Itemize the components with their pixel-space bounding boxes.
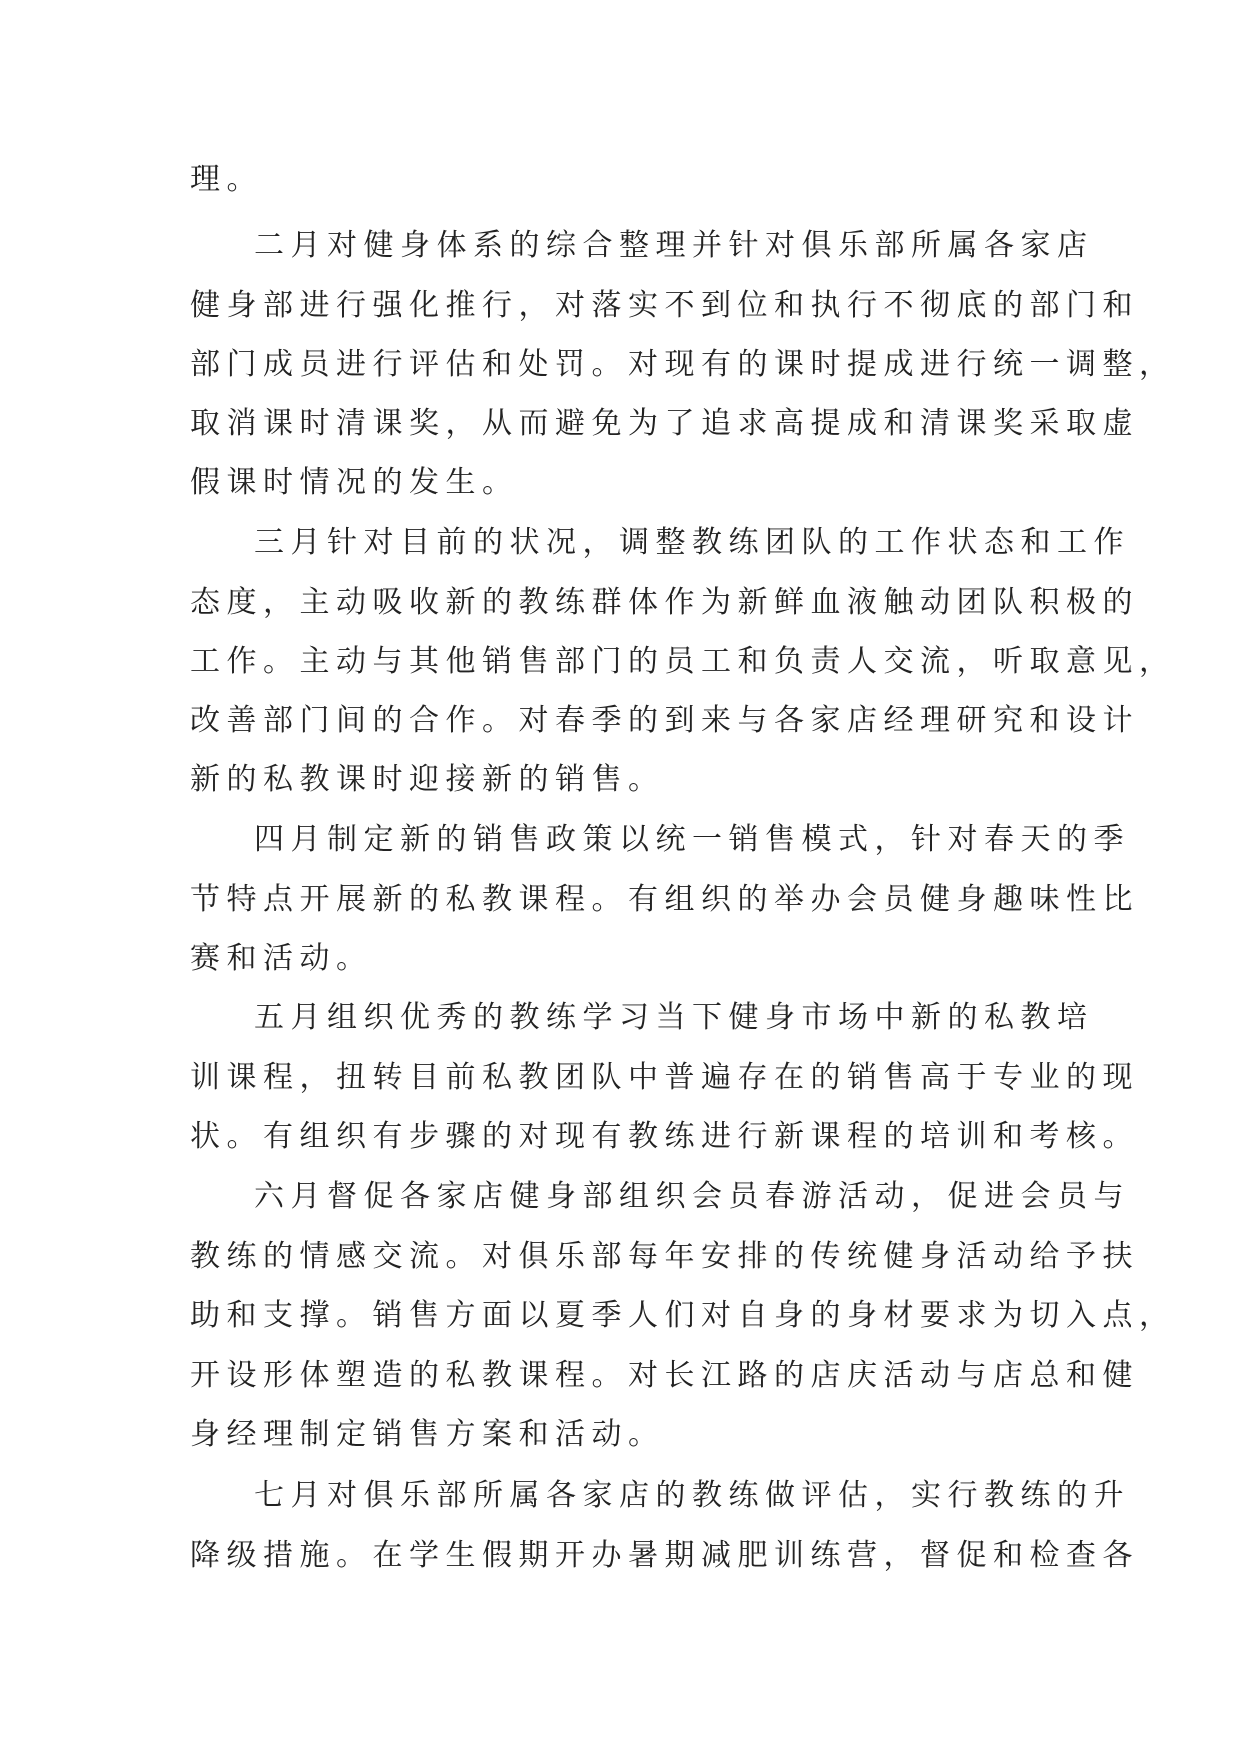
paragraph-first-line: 五月组织优秀的教练学习当下健身市场中新的私教培 (254, 1000, 1094, 1035)
text-line: 助和支撑。销售方面以夏季人们对自身的身材要求为切入点， (190, 1298, 1176, 1333)
text-line: 开设形体塑造的私教课程。对长江路的店庆活动与店总和健 (190, 1358, 1139, 1393)
paragraph-first-line: 二月对健身体系的综合整理并针对俱乐部所属各家店 (254, 228, 1094, 263)
paragraph-first-line: 四月制定新的销售政策以统一销售模式，针对春天的季 (254, 822, 1130, 857)
paragraph-first-line: 三月针对目前的状况，调整教练团队的工作状态和工作 (254, 525, 1130, 560)
text-line: 身经理制定销售方案和活动。 (190, 1417, 665, 1452)
text-line: 教练的情感交流。对俱乐部每年安排的传统健身活动给予扶 (190, 1239, 1139, 1274)
text-line: 工作。主动与其他销售部门的员工和负责人交流，听取意见， (190, 644, 1176, 679)
text-line: 改善部门间的合作。对春季的到来与各家店经理研究和设计 (190, 703, 1139, 738)
text-line: 新的私教课时迎接新的销售。 (190, 762, 665, 797)
text-line: 健身部进行强化推行，对落实不到位和执行不彻底的部门和 (190, 288, 1139, 323)
text-line: 状。有组织有步骤的对现有教练进行新课程的培训和考核。 (190, 1119, 1139, 1154)
text-line: 理。 (190, 162, 263, 197)
text-line: 训课程，扭转目前私教团队中普遍存在的销售高于专业的现 (190, 1060, 1139, 1095)
text-line: 态度，主动吸收新的教练群体作为新鲜血液触动团队积极的 (190, 585, 1139, 620)
text-line: 节特点开展新的私教课程。有组织的举办会员健身趣味性比 (190, 882, 1139, 917)
paragraph-first-line: 七月对俱乐部所属各家店的教练做评估，实行教练的升 (254, 1478, 1130, 1513)
text-line: 取消课时清课奖，从而避免为了追求高提成和清课奖采取虚 (190, 406, 1139, 441)
paragraph-first-line: 六月督促各家店健身部组织会员春游活动，促进会员与 (254, 1179, 1130, 1214)
text-line: 赛和活动。 (190, 941, 373, 976)
text-line: 部门成员进行评估和处罚。对现有的课时提成进行统一调整， (190, 347, 1176, 382)
text-line: 假课时情况的发生。 (190, 465, 519, 500)
text-line: 降级措施。在学生假期开办暑期减肥训练营，督促和检查各 (190, 1538, 1139, 1573)
